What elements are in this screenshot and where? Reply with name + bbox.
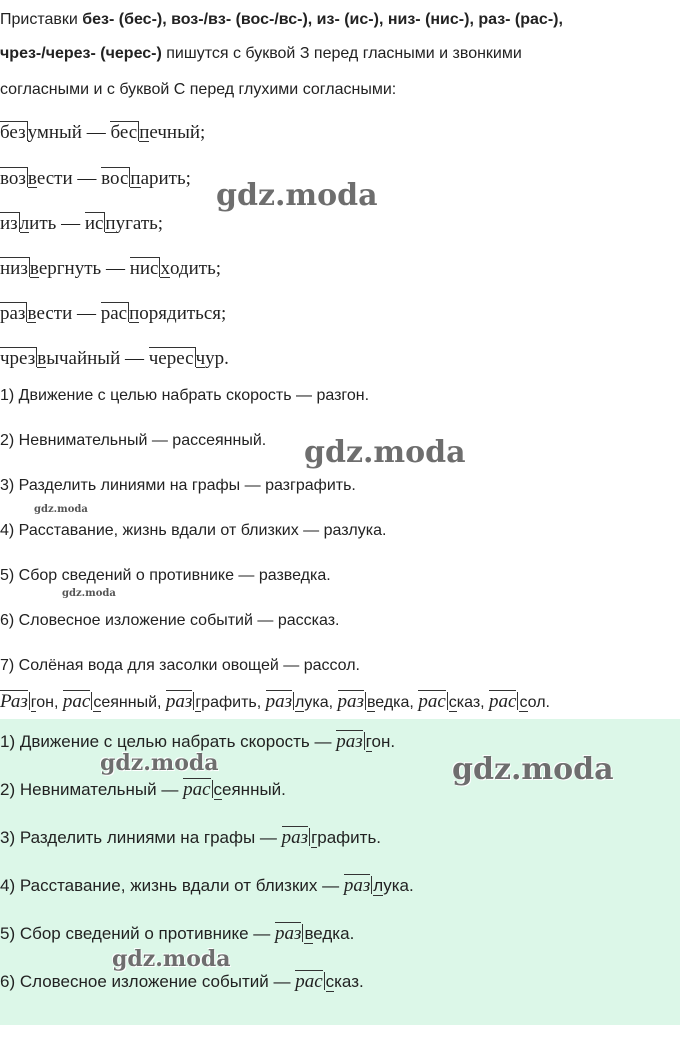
intro-line-1	[0, 10, 563, 30]
pair-row	[0, 302, 226, 325]
answer-text: 4) Расставание, жизнь вдали от близких —	[0, 876, 344, 895]
prefix: раз	[165, 691, 193, 712]
prefix: раз	[337, 691, 364, 712]
answer-item	[0, 730, 395, 752]
prefix: ис	[84, 213, 104, 234]
prefix: бес	[110, 122, 138, 143]
prefix: рас	[418, 691, 446, 712]
prefix-list-2: чрез-/через- (черес-)	[0, 45, 162, 62]
word-rest: едка,	[375, 694, 419, 711]
watermark: gdz.moda	[216, 178, 378, 213]
dash: —	[120, 348, 149, 369]
definition-item: 1) Движение с целью набрать скорость — разгон.	[0, 387, 370, 404]
answer-text: 3) Разделить линиями на графы —	[0, 828, 282, 847]
definition-item: 5) Сбор сведений о противнике — разведка.	[0, 567, 331, 584]
word-rest: еянный,	[101, 694, 166, 711]
answer-text: 5) Сбор сведений о противнике —	[0, 924, 276, 943]
word-rest: еянный.	[222, 780, 286, 799]
watermark: gdz.moda	[62, 588, 116, 599]
underlined-letter: с	[448, 694, 457, 711]
definition-item: 3) Разделить линиями на графы — разграфить.	[0, 477, 356, 494]
pair-row	[0, 121, 205, 144]
prefix: раз	[336, 731, 363, 752]
answer-item	[0, 922, 354, 944]
underlined-letter: с	[93, 694, 102, 711]
underlined-letter: с	[325, 972, 335, 991]
root: арить;	[140, 168, 191, 189]
prefix: рас	[100, 303, 128, 324]
intro-line-3	[0, 80, 396, 100]
prefix: рас	[295, 971, 323, 992]
underlined-letter: п	[139, 122, 150, 143]
underlined-letter: г	[365, 732, 372, 751]
pair-row	[0, 257, 221, 280]
definition-item: 6) Словесное изложение событий — рассказ.	[0, 612, 340, 629]
prefix: нис	[129, 258, 159, 279]
word-rest: он,	[36, 694, 63, 711]
root: ести	[36, 168, 73, 189]
dash: —	[72, 303, 101, 324]
answer-item	[0, 970, 364, 992]
prefix: рас	[183, 779, 211, 800]
word-rest: каз,	[456, 694, 490, 711]
prefix: раз	[343, 875, 371, 896]
underlined-letter: в	[37, 348, 47, 369]
root: орядиться;	[139, 303, 227, 324]
underlined-letter: л	[295, 694, 305, 711]
watermark: gdz.moda	[452, 752, 614, 787]
prefix: рас	[62, 691, 91, 712]
root: ычайный	[46, 348, 121, 369]
watermark: gdz.moda	[112, 946, 231, 972]
prefix: чрез	[0, 348, 36, 369]
watermark: gdz.moda	[304, 435, 466, 470]
prefix: низ	[0, 258, 28, 279]
definition-item: 4) Расставание, жизнь вдали от близких — разлука.	[0, 522, 387, 539]
dash: —	[56, 213, 85, 234]
prefix: раз	[0, 303, 26, 324]
underlined-letter: в	[366, 694, 376, 711]
prefix: вос	[101, 168, 129, 189]
prefix: Раз	[0, 691, 28, 712]
underlined-letter: с	[213, 780, 223, 799]
underlined-letter: х	[160, 258, 170, 279]
prefix-list: без- (бес-), воз-/вз- (вос-/вс-), из- (ис-), низ- (нис-), раз- (рас-),	[82, 11, 563, 28]
answer-item	[0, 778, 286, 800]
underlined-letter: п	[105, 213, 116, 234]
root: ести	[36, 303, 73, 324]
prefix: раз	[265, 691, 293, 712]
definition-item: 2) Невнимательный — рассеянный.	[0, 432, 267, 449]
prefix: раз	[281, 827, 309, 848]
underlined-letter: в	[27, 303, 37, 324]
definition-item: 7) Солёная вода для засолки овощей — рассол.	[0, 657, 360, 674]
pair-row	[0, 212, 163, 235]
dash: —	[101, 258, 130, 279]
dash: —	[81, 122, 111, 143]
intro-line-2	[0, 44, 522, 64]
underlined-letter: г	[30, 694, 37, 711]
underlined-letter: в	[27, 168, 37, 189]
prefix: раз	[275, 923, 302, 944]
underlined-letter: в	[29, 258, 39, 279]
word-rest: едка.	[313, 924, 355, 943]
prefix: из	[0, 213, 18, 234]
watermark: gdz.moda	[34, 504, 88, 515]
answer-text: 1) Движение с целью набрать скорость —	[0, 732, 337, 751]
root: умный	[27, 122, 82, 143]
underlined-letter: г	[195, 694, 202, 711]
underlined-letter: л	[373, 876, 384, 895]
root: ить	[29, 213, 57, 234]
underlined-letter: п	[129, 303, 140, 324]
pair-row	[0, 347, 229, 370]
word-rest: каз.	[334, 972, 364, 991]
root: ечный;	[149, 122, 206, 143]
intro-text-2: пишутся с буквой З перед гласными и звонкими	[161, 45, 522, 62]
intro-text: Приставки	[0, 11, 83, 28]
dash: —	[72, 168, 102, 189]
root: одить;	[169, 258, 222, 279]
word-rest: рафить,	[201, 694, 266, 711]
word-rest: он.	[371, 732, 396, 751]
word-rest: рафить.	[317, 828, 382, 847]
answer-item	[0, 826, 381, 848]
underlined-letter: л	[19, 213, 30, 234]
root: ергнуть	[38, 258, 102, 279]
pair-row	[0, 167, 191, 190]
answer-text: 2) Невнимательный —	[0, 780, 184, 799]
prefix: рас	[489, 691, 517, 712]
word-rest: ол.	[527, 694, 550, 711]
root: угать;	[115, 213, 164, 234]
underlined-letter: ч	[195, 348, 206, 369]
underlined-letter: с	[519, 694, 528, 711]
prefix: черес	[148, 348, 194, 369]
root: ур.	[205, 348, 229, 369]
word-rest: ука.	[383, 876, 414, 895]
prefix: воз	[0, 168, 26, 189]
word-rest: ука,	[304, 694, 338, 711]
intro-text-3: согласными и с буквой С перед глухими согласными:	[0, 81, 397, 98]
answer-text: 6) Словесное изложение событий —	[0, 972, 296, 991]
underlined-letter: г	[311, 828, 318, 847]
underlined-letter: п	[130, 168, 141, 189]
watermark: gdz.moda	[100, 750, 219, 776]
answer-item	[0, 874, 414, 896]
underlined-letter: в	[304, 924, 314, 943]
prefix: без	[0, 122, 26, 143]
summary-line	[0, 690, 550, 713]
